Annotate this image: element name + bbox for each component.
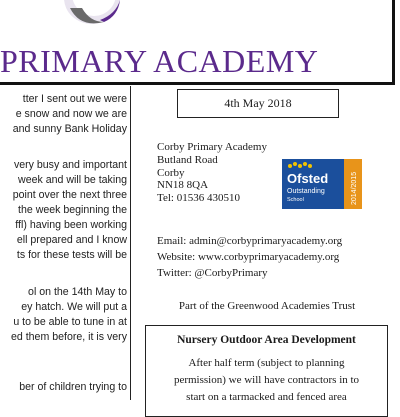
letterhead-header xyxy=(0,0,395,85)
letter-line: tter I sent out we were xyxy=(22,93,127,105)
ofsted-years: 2014/2015 xyxy=(351,171,358,205)
letter-line: ey hatch. We will put a xyxy=(21,301,127,313)
contact-details xyxy=(157,233,342,281)
nursery-title: Nursery Outdoor Area Development xyxy=(177,334,356,346)
address-line: Tel: 01536 430510 xyxy=(157,192,240,205)
school-name: PRIMARY ACADEMY xyxy=(0,43,319,79)
address-line: Corby Primary Academy xyxy=(157,141,267,153)
letter-line: very busy and important xyxy=(13,159,127,171)
letter-line: week and will be taking xyxy=(18,174,127,186)
letter-line: ed them before, it is very xyxy=(11,331,127,343)
letter-line: ber of children trying to xyxy=(19,381,127,393)
address-line: Corby xyxy=(157,166,185,179)
ofsted-name: Ofsted xyxy=(287,171,329,186)
trust-line: Part of the Greenwood Academies Trust xyxy=(178,300,356,312)
nursery-line: permission) we will have contractors in to xyxy=(173,374,360,386)
ofsted-rating: Outstanding xyxy=(287,188,325,195)
nursery-line: start on a tarmacked and fenced area xyxy=(186,391,347,403)
school-logo-swirl xyxy=(60,0,124,26)
school-address xyxy=(157,141,267,205)
twitter-text: Twitter: @CorbyPrimary xyxy=(157,267,268,279)
ofsted-subtitle: School xyxy=(287,197,304,203)
letter-line: ts for these tests will be xyxy=(16,249,127,261)
website-text: Website: www.corbyprimaryacademy.org xyxy=(157,251,340,263)
address-line: Butland Road xyxy=(157,153,218,166)
letter-line: ffl) having been working xyxy=(15,219,127,231)
ofsted-outstanding-badge xyxy=(282,159,362,209)
date-box: 4th May 2018 xyxy=(177,89,339,118)
letter-line: u to be able to tune in at xyxy=(13,316,127,328)
letter-line: point over the next three xyxy=(12,189,127,201)
letter-line: ell prepared and I know xyxy=(16,234,127,246)
letter-line: and sunny Bank Holiday xyxy=(12,123,127,135)
nursery-line: After half term (subject to planning xyxy=(188,357,345,369)
address-line: NN18 8QA xyxy=(157,179,209,192)
letter-line: the week beginning the xyxy=(18,204,127,216)
letter-line: ol on the 14th May to xyxy=(28,286,127,298)
letter-body xyxy=(0,86,131,400)
email-text: Email: admin@corbyprimaryacademy.org xyxy=(157,235,343,247)
nursery-notice-box xyxy=(145,325,388,417)
letter-line: e snow and now we are xyxy=(15,108,127,120)
